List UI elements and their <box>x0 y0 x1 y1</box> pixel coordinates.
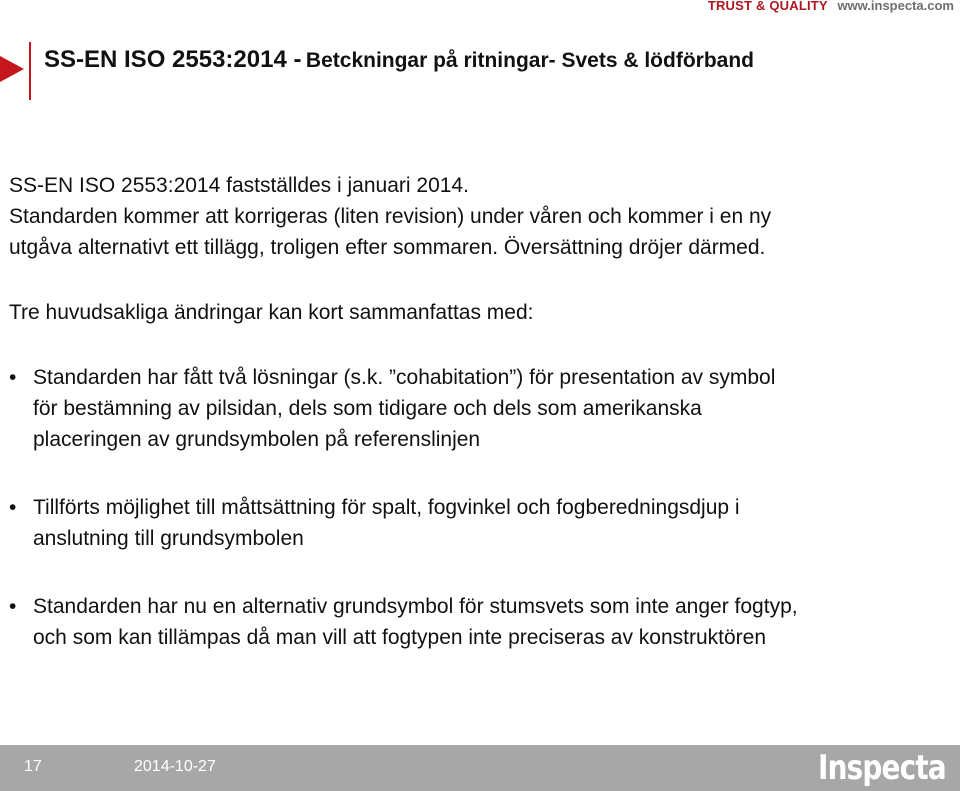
page-title <box>44 46 754 74</box>
intro-line: Standarden kommer att korrigeras (liten revision) under våren och kommer i en ny <box>9 205 772 228</box>
title-main: SS-EN ISO 2553:2014 - <box>44 46 302 73</box>
lead-paragraph: Tre huvudsakliga ändringar kan kort sammanfattas med: <box>9 301 534 324</box>
intro-line: utgåva alternativt ett tillägg, troligen efter sommaren. Översättning dröjer därmed. <box>9 236 766 259</box>
list-item-line: Standarden har fått två lösningar (s.k. ”cohabitation”) för presentation av symbol <box>33 366 776 389</box>
slide-date: 2014-10-27 <box>134 758 216 775</box>
slide-content <box>9 170 949 690</box>
list-item <box>9 362 949 455</box>
brand-url[interactable]: www.inspecta.com <box>837 0 954 13</box>
list-item <box>9 591 949 653</box>
title-divider <box>29 42 31 100</box>
list-item-line: Standarden har nu en alternativ grundsymbol för stumsvets som inte anger fogtyp, <box>33 595 798 618</box>
inspecta-logo: Inspecta <box>818 748 946 788</box>
title-bar <box>0 40 960 102</box>
intro-paragraph <box>9 170 949 263</box>
list-item-line: placeringen av grundsymbolen på referenslinjen <box>33 428 481 451</box>
change-list <box>9 362 949 653</box>
bullet-icon: • <box>9 595 17 618</box>
bullet-icon: • <box>9 496 17 519</box>
bullet-icon: • <box>9 366 17 389</box>
title-subtitle: Betckningar på ritningar- Svets & lödförband <box>305 49 754 72</box>
list-item-line: och som kan tillämpas då man vill att fogtypen inte preciseras av konstruktören <box>33 626 767 649</box>
footer-bar <box>0 745 960 791</box>
list-item-line: Tillförts möjlighet till måttsättning för spalt, fogvinkel och fogberedningsdjup i <box>33 496 740 519</box>
brand-tagline: TRUST & QUALITY <box>707 0 828 13</box>
header-brand <box>708 0 954 13</box>
list-item <box>9 492 949 554</box>
play-arrow-icon <box>0 56 24 82</box>
page-number: 17 <box>24 758 42 775</box>
list-item-line: anslutning till grundsymbolen <box>33 527 304 550</box>
intro-line: SS-EN ISO 2553:2014 fastställdes i januari 2014. <box>9 174 469 197</box>
list-item-line: för bestämning av pilsidan, dels som tidigare och dels som amerikanska <box>33 397 702 420</box>
